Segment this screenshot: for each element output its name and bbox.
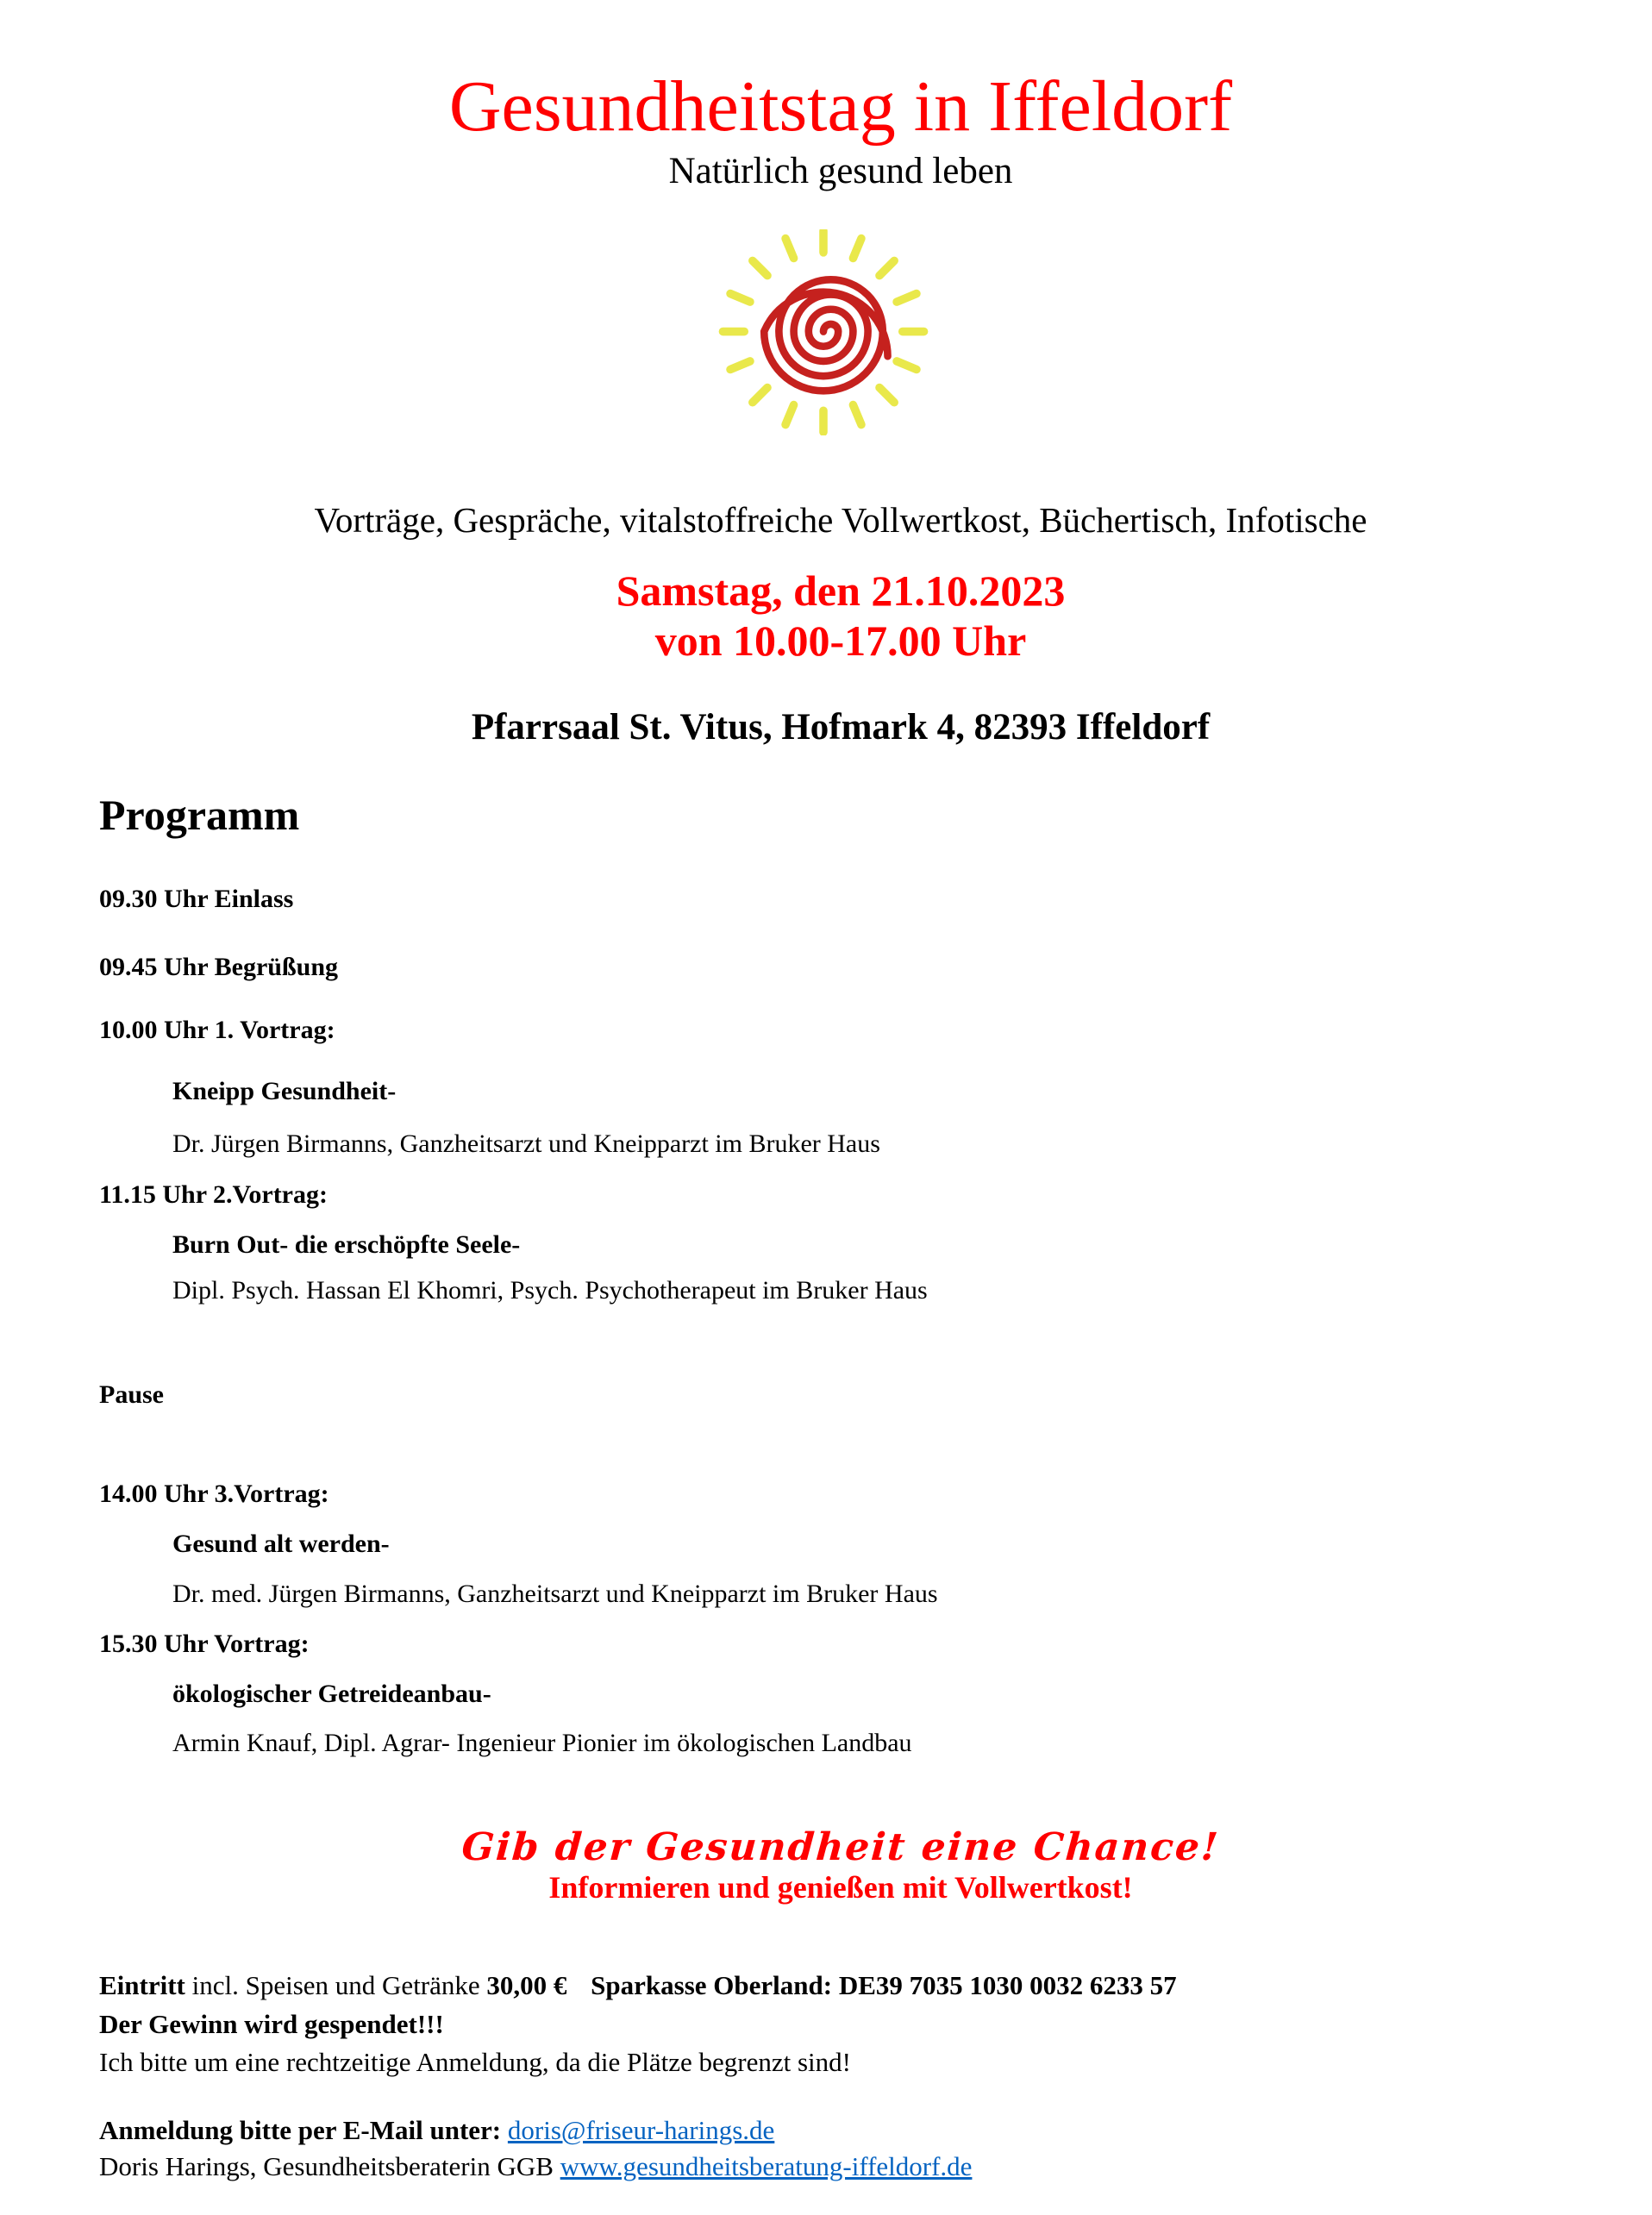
registration-note: Ich bitte um eine rechtzeitige Anmeldung, da die Plätze begrenzt sind! bbox=[99, 2047, 851, 2077]
event-date bbox=[99, 566, 1582, 666]
program-item-einlass: 09.30 Uhr Einlass bbox=[99, 885, 294, 913]
event-date-line1: Samstag, den 21.10.2023 bbox=[616, 566, 1066, 615]
program-item-vortrag3-speaker: Dr. med. Jürgen Birmanns, Ganzheitsarzt und Kneipparzt im Bruker Haus bbox=[172, 1580, 938, 1608]
program-item-vortrag2-title: Burn Out- die erschöpfte Seele- bbox=[172, 1230, 521, 1259]
program-item-vortrag4: 15.30 Uhr Vortrag: bbox=[99, 1630, 310, 1658]
bank-account: Sparkasse Oberland: DE39 7035 1030 0032 6233 57 bbox=[591, 1970, 1177, 2000]
slogan-sub-line: Informieren und genießen mit Vollwertkost! bbox=[548, 1870, 1133, 1905]
sun-spiral-icon bbox=[712, 229, 935, 435]
donation-note: Der Gewinn wird gespendet!!! bbox=[99, 2009, 444, 2039]
program-item-vortrag1-speaker: Dr. Jürgen Birmanns, Ganzheitsarzt und Kneipparzt im Bruker Haus bbox=[172, 1129, 880, 1158]
program-item-begruessung: 09.45 Uhr Begrüßung bbox=[99, 953, 339, 981]
program-item-vortrag3: 14.00 Uhr 3.Vortrag: bbox=[99, 1480, 329, 1508]
registration-label: Anmeldung bitte per E-Mail unter: bbox=[99, 2115, 502, 2145]
event-date-line2: von 10.00-17.00 Uhr bbox=[654, 616, 1027, 665]
website-link[interactable]: www.gesundheitsberatung-iffeldorf.de bbox=[560, 2151, 973, 2181]
entry-fee-text: incl. Speisen und Getränke bbox=[191, 1970, 480, 2000]
venue-line: Pfarrsaal St. Vitus, Hofmark 4, 82393 Iffeldorf bbox=[471, 707, 1211, 748]
entry-fee-price: 30,00 € bbox=[486, 1970, 567, 2000]
program-item-vortrag4-speaker: Armin Knauf, Dipl. Agrar- Ingenieur Pionier im ökologischen Landbau bbox=[172, 1729, 912, 1757]
program-item-vortrag2: 11.15 Uhr 2.Vortrag: bbox=[99, 1180, 328, 1209]
contact-line bbox=[99, 2151, 972, 2182]
page-subtitle: Natürlich gesund leben bbox=[668, 151, 1013, 191]
program-item-vortrag4-title: ökologischer Getreideanbau- bbox=[172, 1680, 491, 1708]
slogan-script-line: Gib der Gesundheit eine Chance! bbox=[460, 1825, 1222, 1869]
entry-fee-line bbox=[99, 1970, 1177, 2001]
page-title: Gesundheitstag in Iffeldorf bbox=[448, 66, 1233, 147]
program-heading: Programm bbox=[99, 791, 300, 839]
program-item-pause: Pause bbox=[99, 1380, 164, 1409]
tagline: Vorträge, Gespräche, vitalstoffreiche Vollwertkost, Büchertisch, Infotische bbox=[314, 500, 1367, 540]
program-item-vortrag2-speaker: Dipl. Psych. Hassan El Khomri, Psych. Psychotherapeut im Bruker Haus bbox=[172, 1276, 928, 1305]
program-item-vortrag3-title: Gesund alt werden- bbox=[172, 1530, 390, 1558]
contact-person: Doris Harings, Gesundheitsberaterin GGB bbox=[99, 2151, 554, 2181]
registration-line bbox=[99, 2115, 774, 2146]
entry-fee-label: Eintritt bbox=[99, 1970, 185, 2000]
email-link[interactable]: doris@friseur-harings.de bbox=[507, 2115, 775, 2145]
program-item-vortrag1: 10.00 Uhr 1. Vortrag: bbox=[99, 1016, 335, 1044]
program-item-vortrag1-title: Kneipp Gesundheit- bbox=[172, 1077, 397, 1105]
